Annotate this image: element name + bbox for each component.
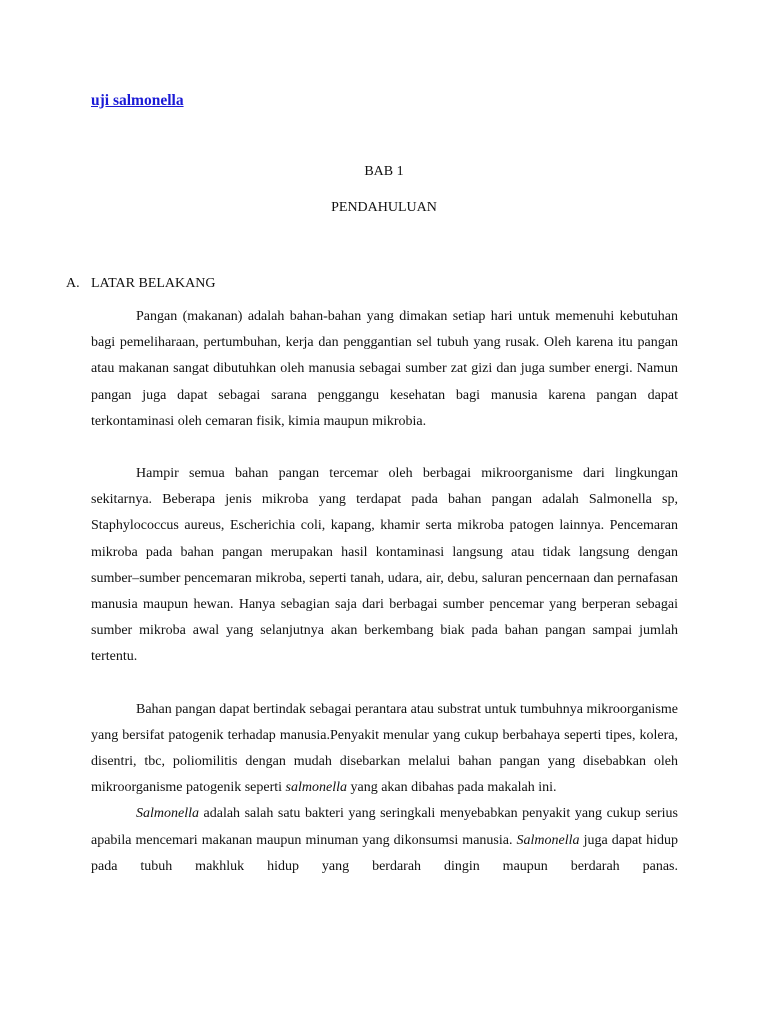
chapter-number: BAB 1 xyxy=(364,164,404,179)
paragraph-3-text-b: yang akan dibahas pada makalah ini. xyxy=(346,780,557,796)
document-title-link[interactable]: uji salmonella xyxy=(91,92,184,109)
section-marker: A. xyxy=(66,276,80,291)
paragraph-3-text-a: Bahan pangan dapat bertindak sebagai perantara atau substrat untuk tumbuhnya mikroorganisme yang bersifat patogenik terhadap manusia.Penyakit menular yang cukup berbahaya seperti tipes, kolera, disentri, tbc, poliomilitis dengan mudah disebarkan melalui bahan pangan yang disebabkan oleh mikroorganisme patogenik seperti xyxy=(91,701,678,796)
paragraph-2: Hampir semua bahan pangan tercemar oleh berbagai mikroorganisme dari lingkungan sekitarnya. Beberapa jenis mikroba yang terdapat pada bahan pangan adalah Salmonella sp, Staphylococcus aureus, Escherichia coli, kapang, khamir serta mikroba patogen lainnya. Pencemaran mikroba pada bahan pangan merupakan hasil kontaminasi langsung atau tidak langsung dengan sumber–sumber pencemaran mikroba, seperti tanah, udara, air, debu, saluran pencernaan dan pernafasan manusia maupun hewan. Hanya sebagian saja dari berbagai sumber pencemar yang berperan sebagai sumber mikroba awal yang selanjutnya akan berkembang biak pada bahan pangan sampai jumlah tertentu. xyxy=(91,466,678,665)
paragraph-3 xyxy=(91,697,678,802)
paragraph-4 xyxy=(91,801,678,880)
section-heading xyxy=(66,276,215,292)
paragraph-1: Pangan (makanan) adalah bahan-bahan yang dimakan setiap hari untuk memenuhi kebutuhan bagi pemeliharaan, pertumbuhan, kerja dan penggantian sel tubuh yang rusak. Oleh karena itu pangan atau makanan sangat dibutuhkan oleh manusia sebagai sumber zat gizi dan juga sumber energi. Namun pangan juga dapat sebagai sarana penggangu kesehatan bagi manusia karena pangan dapat terkontaminasi oleh cemaran fisik, kimia maupun mikrobia. xyxy=(91,309,678,429)
paragraph-4-italic-a: Salmonella xyxy=(136,806,199,822)
paragraph-4-text-b: juga dapat hidup pada tubuh makhluk hidup yang berdarah dingin maupun berdarah panas. xyxy=(91,832,678,874)
paragraph-4-text-a: adalah salah satu bakteri yang seringkali menyebabkan penyakit yang cukup serius apabila mencemari makanan maupun minuman yang dikonsumsi manusia. xyxy=(91,806,678,848)
paragraph-4-italic-b: Salmonella xyxy=(516,832,580,848)
section-heading-text: LATAR BELAKANG xyxy=(91,276,216,291)
paragraph-3-italic: salmonella xyxy=(285,780,347,796)
chapter-title: PENDAHULUAN xyxy=(331,200,437,215)
body-text xyxy=(91,304,678,880)
